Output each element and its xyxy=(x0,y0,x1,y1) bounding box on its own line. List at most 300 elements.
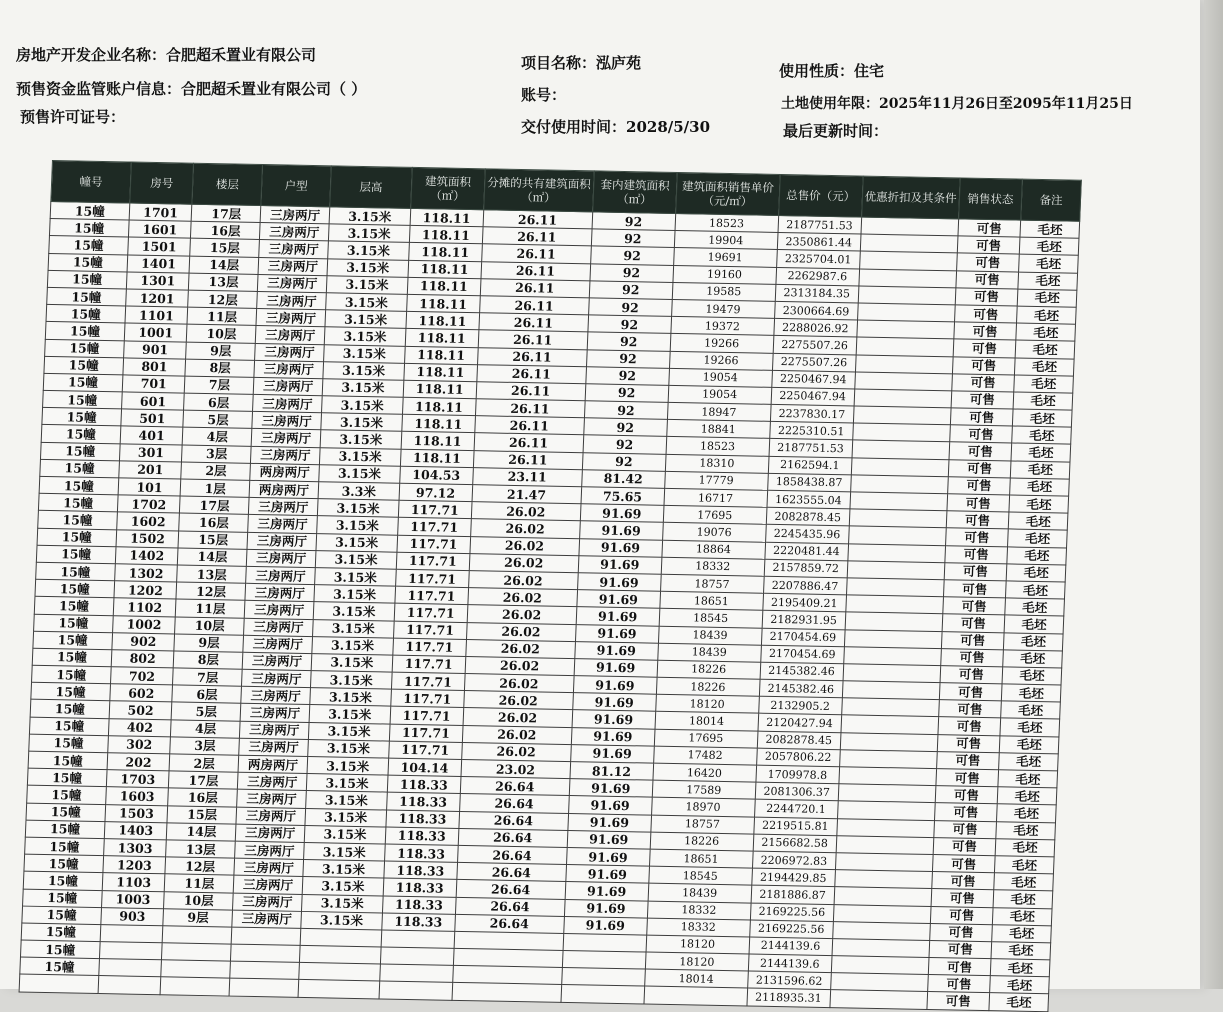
table-cell xyxy=(563,933,647,952)
table-cell: 118.33 xyxy=(384,861,457,880)
table-cell: 三房两厅 xyxy=(253,377,322,395)
table-cell: 15层 xyxy=(190,239,259,257)
table-cell: 毛坯 xyxy=(997,787,1056,805)
table-cell: 15幢 xyxy=(30,700,110,719)
column-header: 户型 xyxy=(261,165,331,207)
table-cell: 三房两厅 xyxy=(251,446,320,464)
table-cell: 可售 xyxy=(932,854,995,872)
table-cell: 91.69 xyxy=(573,676,657,695)
table-cell xyxy=(843,646,941,665)
table-cell: 两房两厅 xyxy=(249,480,318,498)
table-cell: 15幢 xyxy=(40,459,120,478)
column-header: 楼层 xyxy=(192,163,262,205)
table-cell: 26.02 xyxy=(464,674,574,693)
table-cell: 26.02 xyxy=(463,691,573,710)
table-cell: 可售 xyxy=(949,442,1012,460)
table-cell: 三房两厅 xyxy=(260,223,329,241)
table-cell: 15幢 xyxy=(47,270,127,289)
table-cell: 15幢 xyxy=(29,717,109,736)
table-cell: 18523 xyxy=(675,213,779,232)
table-cell: 毛坯 xyxy=(1007,546,1066,564)
table-cell: 3层 xyxy=(170,737,239,755)
table-cell: 19691 xyxy=(673,248,777,267)
column-header: 套内建筑面积（㎡） xyxy=(592,171,677,214)
table-cell xyxy=(380,947,453,966)
table-cell: 26.11 xyxy=(483,210,593,229)
table-cell: 26.02 xyxy=(461,742,571,761)
table-cell: 14层 xyxy=(178,548,247,566)
table-cell: 3.15米 xyxy=(316,533,398,552)
table-cell: 117.71 xyxy=(396,552,469,571)
table-cell: 1501 xyxy=(128,237,191,255)
table-cell: 毛坯 xyxy=(1002,667,1061,685)
table-cell xyxy=(860,234,958,253)
table-cell: 毛坯 xyxy=(993,907,1052,925)
table-cell: 5层 xyxy=(172,702,241,720)
table-cell: 17695 xyxy=(663,505,767,524)
table-cell: 毛坯 xyxy=(1017,289,1076,307)
table-cell: 26.11 xyxy=(476,382,586,401)
table-cell: 118.33 xyxy=(387,775,460,794)
table-cell: 可售 xyxy=(933,837,996,855)
table-cell: 19372 xyxy=(670,317,774,336)
table-cell: 26.11 xyxy=(477,347,587,366)
table-cell: 2245435.96 xyxy=(765,525,849,544)
table-cell: 毛坯 xyxy=(1009,495,1068,513)
table-cell: 15幢 xyxy=(39,476,119,495)
table-cell: 117.71 xyxy=(389,741,462,760)
table-body xyxy=(19,201,1080,1011)
table-cell: 2181886.87 xyxy=(751,885,835,904)
table-cell: 101 xyxy=(118,478,181,496)
table-cell: 117.71 xyxy=(393,638,466,657)
table-cell: 毛坯 xyxy=(1006,564,1065,582)
table-cell xyxy=(19,974,99,993)
table-cell: 2057806.22 xyxy=(756,748,840,767)
table-cell xyxy=(851,458,949,477)
table-cell: 91.69 xyxy=(569,779,653,798)
table-cell: 18439 xyxy=(648,883,752,902)
table-cell xyxy=(299,945,381,964)
table-cell: 毛坯 xyxy=(1002,684,1061,702)
table-cell: 118.33 xyxy=(383,878,456,897)
table-cell: 2082878.45 xyxy=(757,731,841,750)
table-cell: 91.69 xyxy=(567,830,651,849)
table-cell: 15层 xyxy=(178,531,247,549)
table-cell: 15幢 xyxy=(47,287,127,306)
table-cell xyxy=(834,887,932,906)
table-cell: 2195409.21 xyxy=(763,593,847,612)
table-cell: 17482 xyxy=(653,746,757,765)
table-cell: 117.71 xyxy=(395,569,468,588)
table-cell: 92 xyxy=(591,229,675,248)
table-cell: 18545 xyxy=(648,866,752,885)
table-cell: 3.15米 xyxy=(301,911,383,930)
table-cell: 15幢 xyxy=(38,494,118,513)
table-cell: 75.65 xyxy=(581,487,665,506)
table-cell: 92 xyxy=(588,315,672,334)
table-cell xyxy=(453,948,563,967)
table-cell: 91.69 xyxy=(577,573,661,592)
last-updated-label: 最后更新时间： xyxy=(783,122,889,140)
table-cell xyxy=(841,715,939,734)
table-cell: 1102 xyxy=(113,598,176,616)
table-cell xyxy=(231,944,300,962)
table-cell: 92 xyxy=(592,212,676,231)
table-cell: 902 xyxy=(112,632,175,650)
table-cell: 2187751.53 xyxy=(778,215,862,234)
table-cell xyxy=(854,372,952,391)
table-cell: 可售 xyxy=(929,940,992,958)
table-cell: 26.64 xyxy=(459,794,569,813)
last-updated-line xyxy=(783,120,888,141)
table-cell xyxy=(845,595,943,614)
table-cell: 10层 xyxy=(175,616,244,634)
table-cell: 6层 xyxy=(172,685,241,703)
table-cell: 3.15米 xyxy=(311,653,393,672)
table-cell: 三房两厅 xyxy=(255,326,324,344)
table-cell xyxy=(838,784,936,803)
table-cell: 118.33 xyxy=(386,792,459,811)
delivery-value: 2028/5/30 xyxy=(626,118,711,136)
table-cell: 8层 xyxy=(174,651,243,669)
table-cell: 1401 xyxy=(127,255,190,273)
project-label: 项目名称： xyxy=(521,54,597,72)
table-cell xyxy=(163,926,232,944)
column-header: 总售价（元） xyxy=(778,174,863,217)
table-cell: 91.69 xyxy=(578,555,662,574)
delivery-line xyxy=(521,116,710,137)
table-cell: 三房两厅 xyxy=(236,807,305,825)
table-cell: 4层 xyxy=(183,428,252,446)
table-cell: 92 xyxy=(590,246,674,265)
table-cell: 1001 xyxy=(124,323,187,341)
table-cell: 26.11 xyxy=(474,416,584,435)
table-cell: 26.02 xyxy=(467,588,577,607)
table-cell: 三房两厅 xyxy=(240,704,309,722)
table-cell: 26.11 xyxy=(478,330,588,349)
table-cell: 三房两厅 xyxy=(233,893,302,911)
table-cell xyxy=(847,561,945,580)
table-cell: 1201 xyxy=(126,289,189,307)
table-cell xyxy=(852,423,950,442)
table-cell: 26.02 xyxy=(470,536,580,555)
table-cell: 3.15米 xyxy=(328,241,410,260)
table-cell: 2275507.26 xyxy=(772,353,856,372)
table-cell: 三房两厅 xyxy=(234,858,303,876)
table-cell: 19266 xyxy=(670,334,774,353)
table-cell: 15幢 xyxy=(31,682,111,701)
table-cell: 16420 xyxy=(653,763,757,782)
table-cell: 可售 xyxy=(928,958,991,976)
table-cell: 三房两厅 xyxy=(258,257,327,275)
table-cell: 可售 xyxy=(944,562,1007,580)
table-cell: 3.15米 xyxy=(320,430,402,449)
table-cell: 118.11 xyxy=(410,208,483,227)
table-cell: 26.64 xyxy=(458,811,568,830)
table-cell: 可售 xyxy=(942,614,1005,632)
table-cell: 2250467.94 xyxy=(771,387,855,406)
table-cell xyxy=(858,286,956,305)
table-cell: 毛坯 xyxy=(997,804,1056,822)
table-cell: 10层 xyxy=(164,891,233,909)
table-cell: 18332 xyxy=(661,557,765,576)
table-cell: 可售 xyxy=(951,374,1014,392)
table-cell: 2144139.6 xyxy=(748,954,832,973)
table-cell: 2288026.92 xyxy=(774,319,858,338)
table-cell: 26.11 xyxy=(481,244,591,263)
table-cell: 18439 xyxy=(657,643,761,662)
table-cell xyxy=(859,251,957,270)
table-cell: 117.71 xyxy=(390,707,463,726)
table-cell xyxy=(832,921,930,940)
table-cell: 26.64 xyxy=(456,863,566,882)
table-cell: 毛坯 xyxy=(1013,392,1072,410)
table-cell: 可售 xyxy=(945,528,1008,546)
table-cell: 15幢 xyxy=(43,390,123,409)
table-cell: 26.02 xyxy=(468,571,578,590)
table-cell: 18014 xyxy=(655,712,759,731)
table-cell xyxy=(839,750,937,769)
table-cell: 202 xyxy=(107,753,170,771)
table-cell: 117.71 xyxy=(393,621,466,640)
account-info-value: 合肥超禾置业有限公司（ ） xyxy=(181,80,367,98)
table-cell: 3.15米 xyxy=(304,842,386,861)
column-header: 销售状态 xyxy=(958,178,1022,220)
table-cell: 18332 xyxy=(647,901,751,920)
table-cell: 可售 xyxy=(953,322,1016,340)
table-cell: 118.11 xyxy=(404,363,477,382)
table-cell: 91.69 xyxy=(563,916,647,935)
account-number-line xyxy=(521,84,566,105)
table-cell: 15幢 xyxy=(38,511,118,530)
table-cell: 可售 xyxy=(934,803,997,821)
table-cell: 毛坯 xyxy=(1016,323,1075,341)
table-cell: 可售 xyxy=(931,872,994,890)
table-cell: 18970 xyxy=(651,798,755,817)
table-cell: 毛坯 xyxy=(1019,254,1078,272)
table-cell: 9层 xyxy=(163,908,232,926)
table-cell: 92 xyxy=(590,263,674,282)
table-cell xyxy=(836,835,934,854)
table-cell: 15幢 xyxy=(28,751,108,770)
table-cell xyxy=(454,931,564,950)
table-cell: 毛坯 xyxy=(996,821,1055,839)
table-cell: 2325704.01 xyxy=(776,250,860,269)
table-cell: 26.11 xyxy=(480,278,590,297)
table-cell: 2144139.6 xyxy=(749,937,833,956)
table-cell: 可售 xyxy=(956,253,1019,271)
table-cell: 2350861.44 xyxy=(777,233,861,252)
table-cell: 8层 xyxy=(185,359,254,377)
table-cell: 毛坯 xyxy=(994,873,1053,891)
table-cell xyxy=(834,870,932,889)
table-cell: 3.15米 xyxy=(329,207,411,226)
table-cell: 15幢 xyxy=(49,219,129,238)
table-cell: 14层 xyxy=(167,823,236,841)
table-cell: 3.15米 xyxy=(315,550,397,569)
table-cell: 2082878.45 xyxy=(766,507,850,526)
table-cell: 毛坯 xyxy=(991,942,1050,960)
column-header: 房号 xyxy=(130,162,194,204)
table-cell: 3.15米 xyxy=(308,722,390,741)
table-cell: 17695 xyxy=(654,729,758,748)
table-cell: 91.69 xyxy=(565,882,649,901)
table-cell: 26.02 xyxy=(470,519,580,538)
table-cell: 92 xyxy=(586,349,670,368)
table-cell: 三房两厅 xyxy=(257,291,326,309)
table-cell: 15幢 xyxy=(49,236,129,255)
table-cell: 118.11 xyxy=(405,329,478,348)
table-cell: 17779 xyxy=(664,471,768,490)
table-cell: 可售 xyxy=(935,786,998,804)
table-cell xyxy=(850,492,948,511)
table-cell: 可售 xyxy=(929,923,992,941)
table-cell: 26.11 xyxy=(479,296,589,315)
table-cell: 15幢 xyxy=(44,356,124,375)
table-cell: 18841 xyxy=(666,420,770,439)
table-cell: 3.15米 xyxy=(306,791,388,810)
table-cell xyxy=(381,930,454,949)
table-cell: 3.15米 xyxy=(313,602,395,621)
table-cell xyxy=(830,973,928,992)
table-cell: 3.15米 xyxy=(312,636,394,655)
table-cell: 15幢 xyxy=(48,253,128,272)
table-cell: 9层 xyxy=(174,634,243,652)
table-cell: 18545 xyxy=(659,609,763,628)
table-cell: 15幢 xyxy=(34,597,114,616)
table-cell xyxy=(452,966,562,985)
table-cell: 毛坯 xyxy=(1012,426,1071,444)
table-cell: 3.15米 xyxy=(306,774,388,793)
table-cell: 3.15米 xyxy=(321,396,403,415)
table-cell: 毛坯 xyxy=(1010,478,1069,496)
table-cell: 91.69 xyxy=(564,899,648,918)
permit-label: 预售许可证号： xyxy=(20,108,126,126)
table-cell: 15幢 xyxy=(35,579,115,598)
table-cell: 401 xyxy=(120,426,183,444)
account-number-label: 账号： xyxy=(521,86,567,104)
table-cell: 26.64 xyxy=(458,828,568,847)
table-cell xyxy=(861,217,959,236)
table-cell: 15幢 xyxy=(27,768,107,787)
table-cell: 三房两厅 xyxy=(233,875,302,893)
table-cell: 1003 xyxy=(101,890,164,908)
table-cell: 三房两厅 xyxy=(239,738,308,756)
usage-label: 使用性质： xyxy=(779,62,855,80)
table-cell xyxy=(845,612,943,631)
table-cell: 1502 xyxy=(116,529,179,547)
table-cell: 三房两厅 xyxy=(238,772,307,790)
table-cell: 2131596.62 xyxy=(747,971,831,990)
table-cell: 可售 xyxy=(943,580,1006,598)
table-cell: 2层 xyxy=(170,754,239,772)
table-cell: 18226 xyxy=(657,660,761,679)
table-cell: 91.69 xyxy=(579,538,663,557)
table-cell: 15幢 xyxy=(24,854,104,873)
table-cell xyxy=(299,963,381,982)
table-cell: 92 xyxy=(589,281,673,300)
table-cell: 91.69 xyxy=(568,796,652,815)
project-line xyxy=(521,52,641,73)
table-cell: 15幢 xyxy=(45,339,125,358)
table-cell xyxy=(847,543,945,562)
table-cell: 2170454.69 xyxy=(760,645,844,664)
table-cell: 802 xyxy=(111,650,174,668)
table-cell: 26.11 xyxy=(482,227,592,246)
table-cell: 104.53 xyxy=(400,466,473,485)
table-cell: 2145382.46 xyxy=(760,662,844,681)
table-cell: 15幢 xyxy=(27,786,107,805)
table-cell: 19585 xyxy=(672,282,776,301)
table-cell: 可售 xyxy=(931,889,994,907)
table-cell: 3.15米 xyxy=(322,379,404,398)
table-cell: 15层 xyxy=(167,805,236,823)
table-cell: 3.15米 xyxy=(314,585,396,604)
table-cell xyxy=(230,961,299,979)
table-cell: 1202 xyxy=(114,581,177,599)
table-cell: 毛坯 xyxy=(1011,443,1070,461)
table-cell: 118.11 xyxy=(403,380,476,399)
table-cell: 15幢 xyxy=(42,408,122,427)
table-cell xyxy=(644,986,748,1005)
table-cell: 2182931.95 xyxy=(762,611,846,630)
table-cell: 502 xyxy=(109,701,172,719)
table-cell: 26.02 xyxy=(462,725,572,744)
table-cell: 701 xyxy=(122,375,185,393)
table-cell: 可售 xyxy=(949,425,1012,443)
table-cell: 15幢 xyxy=(20,940,100,959)
table-cell: 91.69 xyxy=(575,641,659,660)
table-cell xyxy=(229,979,298,997)
table-cell: 毛坯 xyxy=(1004,615,1063,633)
table-cell: 2220481.44 xyxy=(765,542,849,561)
table-cell: 12层 xyxy=(165,857,234,875)
table-cell: 19076 xyxy=(662,523,766,542)
table-cell: 19479 xyxy=(671,299,775,318)
table-cell: 三房两厅 xyxy=(251,429,320,447)
table-cell: 15幢 xyxy=(36,545,116,564)
table-cell: 15幢 xyxy=(46,305,126,324)
table-cell: 3层 xyxy=(182,445,251,463)
table-cell: 2118935.31 xyxy=(747,988,831,1007)
table-cell: 毛坯 xyxy=(992,924,1051,942)
table-cell: 118.11 xyxy=(406,311,479,330)
table-cell: 1层 xyxy=(181,479,250,497)
table-cell: 702 xyxy=(110,667,173,685)
table-cell: 可售 xyxy=(948,459,1011,477)
table-cell: 13层 xyxy=(166,840,235,858)
table-cell: 11层 xyxy=(165,874,234,892)
table-cell: 16层 xyxy=(191,221,260,239)
table-cell: 26.11 xyxy=(473,450,583,469)
table-cell: 15幢 xyxy=(43,373,123,392)
table-cell: 16717 xyxy=(664,488,768,507)
table-cell: 可售 xyxy=(940,648,1003,666)
table-cell xyxy=(231,927,300,945)
table-cell: 毛坯 xyxy=(1020,237,1079,255)
table-cell: 15幢 xyxy=(25,837,105,856)
table-cell: 118.33 xyxy=(382,913,455,932)
table-cell: 2262987.6 xyxy=(776,267,860,286)
table-cell: 11层 xyxy=(187,307,256,325)
table-cell: 毛坯 xyxy=(1006,581,1065,599)
table-cell: 可售 xyxy=(952,356,1015,374)
table-cell: 3.15米 xyxy=(319,465,401,484)
table-cell: 18120 xyxy=(655,694,759,713)
table-cell xyxy=(841,698,939,717)
table-cell: 18120 xyxy=(646,935,750,954)
